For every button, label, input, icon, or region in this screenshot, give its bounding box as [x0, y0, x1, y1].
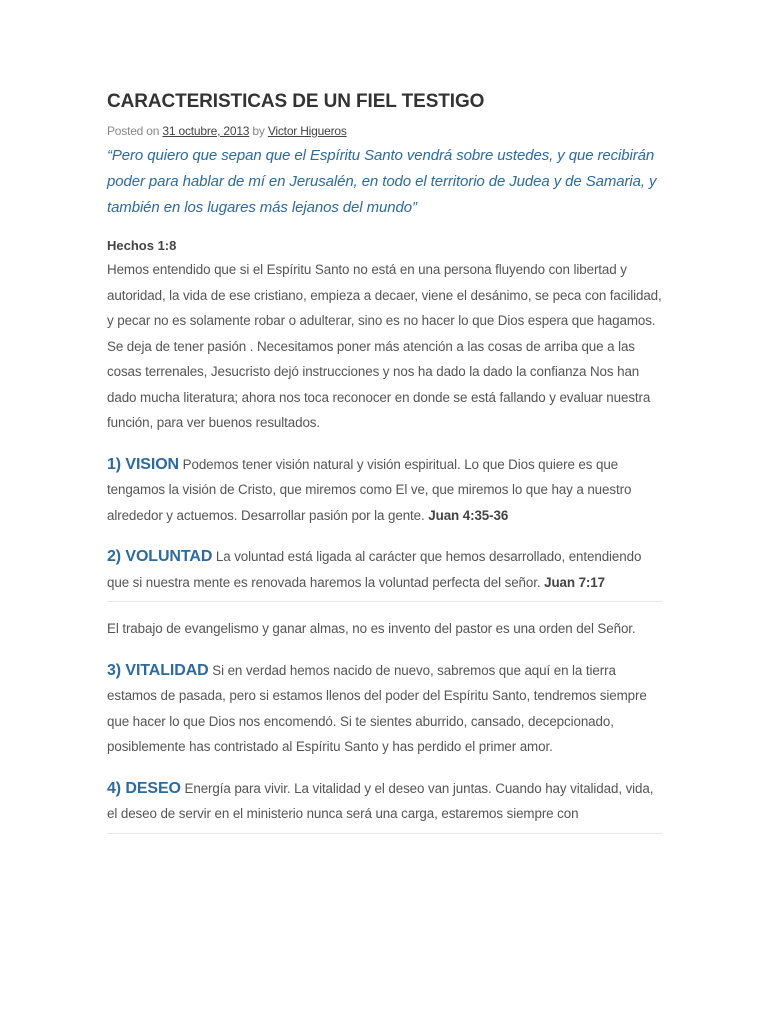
point-verse: Juan 7:17 [544, 574, 605, 590]
point-heading: 3) VITALIDAD [107, 661, 209, 679]
post-meta [107, 124, 662, 138]
point-vision [107, 452, 662, 529]
post-title: CARACTERISTICAS DE UN FIEL TESTIGO [107, 91, 485, 112]
evangelism-paragraph: El trabajo de evangelismo y ganar almas, no es invento del pastor es una orden del Señor. [107, 621, 636, 636]
point-verse: Juan 4:35-36 [428, 507, 509, 523]
by-label: by [252, 124, 265, 138]
author-link[interactable]: Victor Higueros [267, 124, 347, 138]
posted-on-label: Posted on [107, 124, 160, 138]
point-deseo [107, 776, 662, 827]
point-heading: 2) VOLUNTAD [107, 548, 213, 565]
divider [107, 601, 662, 602]
scripture-reference: Hechos 1:8 [107, 238, 177, 253]
point-text: La voluntad está ligada al carácter que hemos desarrollado, entendiendo que si nuestra mente es renovada haremos la voluntad perfecta del señor. [107, 549, 642, 590]
point-voluntad [107, 544, 662, 595]
point-text: Podemos tener visión natural y visión espiritual. Lo que Dios quiere es que tengamos la visión de Cristo, que miremos como El ve, que miremos lo que hay a nuestro alrededor y actuemos. Desarrollar pasión por la gente. [107, 456, 632, 523]
point-heading: 4) DESEO [107, 779, 181, 797]
article [107, 88, 662, 834]
post-date-link[interactable]: 31 octubre, 2013 [162, 124, 250, 138]
point-vitalidad [107, 658, 662, 760]
point-text: Energía para vivir. La vitalidad y el deseo van juntas. Cuando hay vitalidad, vida, el deseo de servir en el ministerio nunca será una carga, estaremos siempre con [107, 780, 654, 821]
divider [107, 833, 662, 834]
intro-paragraph: Hemos entendido que si el Espíritu Santo no está en una persona fluyendo con libertad y autoridad, la vida de ese cristiano, empieza a decaer, viene el desánimo, se peca con facilidad, y pecar no es solamente robar o adulterar, sino es no hacer lo que Dios espera que hagamos. Se deja de tener pasión . Necesitamos poner más atención a las cosas de arriba que a las cosas terrenales, Jesucristo dejó instrucciones y nos ha dado la dado la confianza Nos han dado mucha literatura; ahora nos toca reconocer en donde se está fallando y evaluar nuestra función, para ver buenos resultados. [107, 262, 662, 430]
point-heading: 1) VISION [107, 455, 180, 473]
point-text: Si en verdad hemos nacido de nuevo, sabremos que aquí en la tierra estamos de pasada, pero si estamos llenos del poder del Espíritu Santo, tendremos siempre que hacer lo que Dios nos encomendó. Si te sientes aburrido, cansado, decepcionado, posiblemente has contristado al Espíritu Santo y has perdido el primer amor. [107, 662, 647, 754]
scripture-quote: “Pero quiero que sepan que el Espíritu Santo vendrá sobre ustedes, y que recibirán poder para hablar de mí en Jerusalén, en todo el territorio de Judea y de Samaria, y también en los lugares más lejanos del mundo” [107, 147, 657, 216]
